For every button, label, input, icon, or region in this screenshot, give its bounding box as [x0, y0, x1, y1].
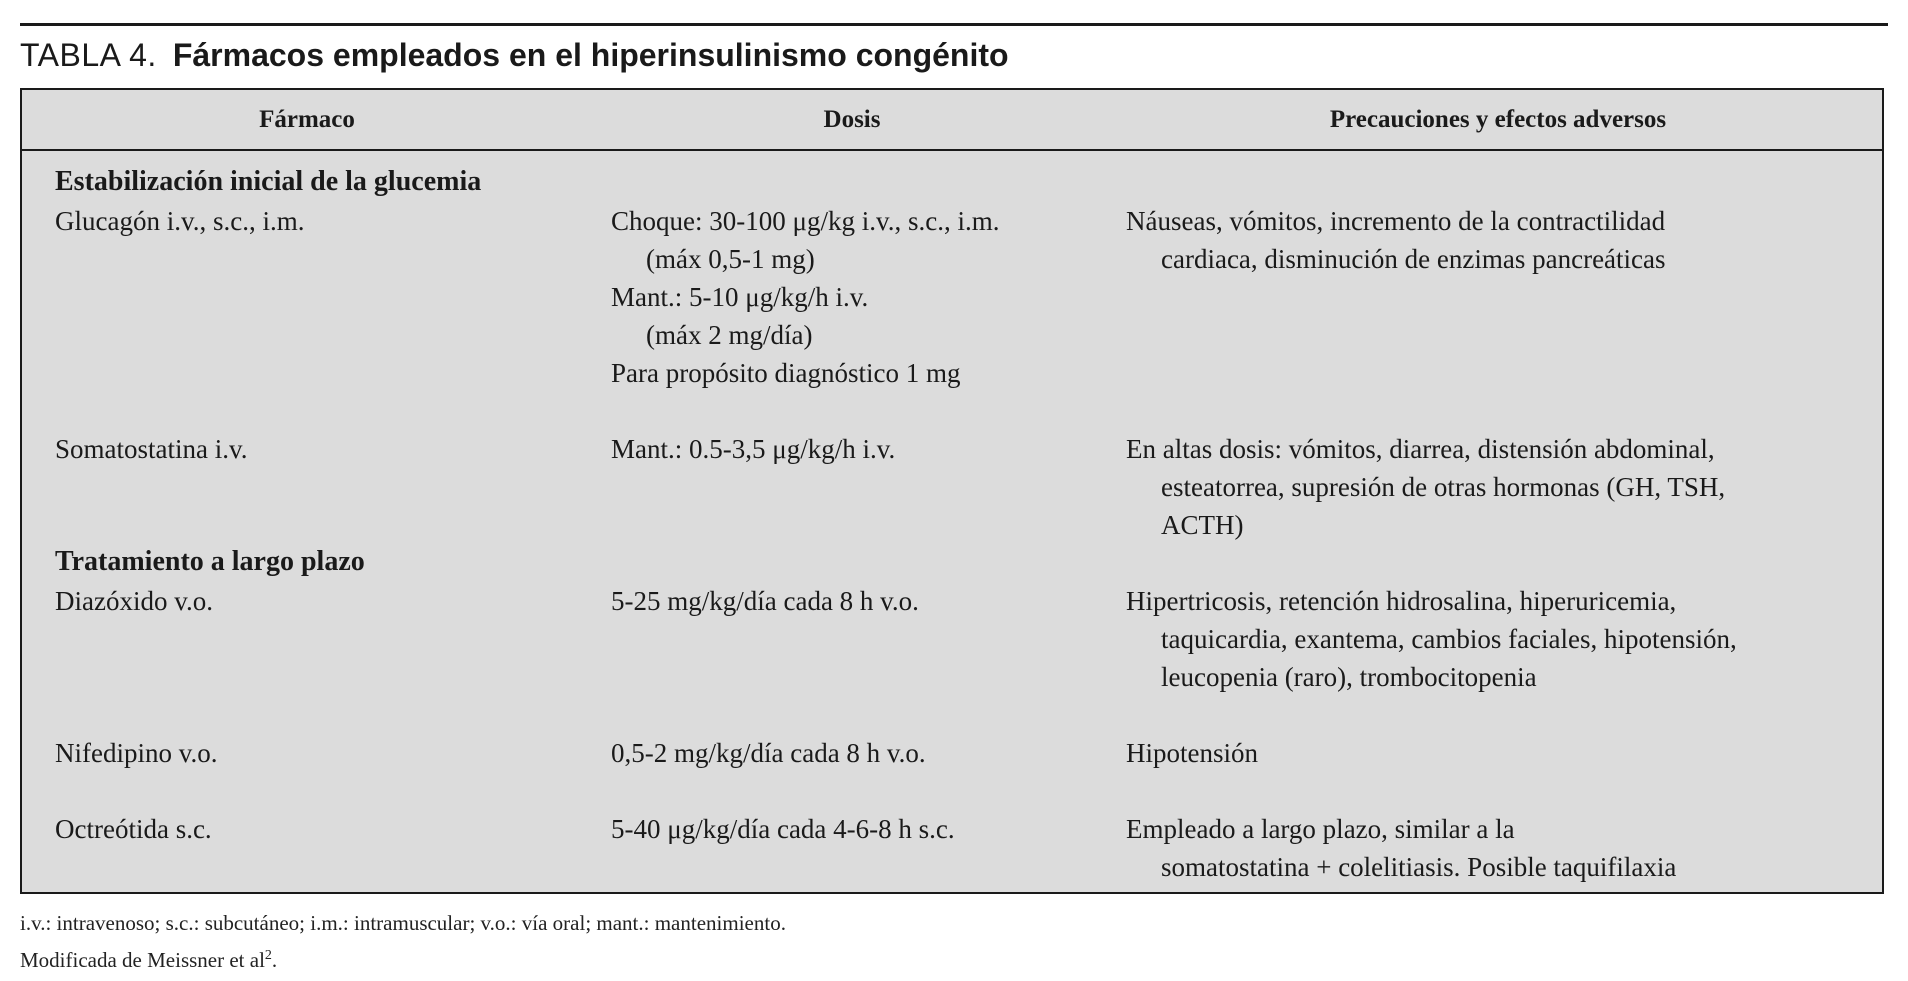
- effects-line: Hipotensión: [1126, 738, 1258, 768]
- table-header: [22, 90, 1882, 151]
- effects-line: ACTH): [1161, 510, 1244, 540]
- dose-line: (máx 0,5-1 mg): [646, 244, 815, 274]
- dose-nifedipino: [611, 734, 926, 772]
- effects-line: Empleado a largo plazo, similar a la: [1126, 814, 1515, 844]
- dose-line: Mant.: 0.5-3,5 μg/kg/h i.v.: [611, 434, 896, 464]
- effects-line: leucopenia (raro), trombocitopenia: [1161, 662, 1537, 692]
- effects-nifedipino: [1126, 734, 1258, 772]
- section-heading-long-term: Tratamiento a largo plazo: [55, 546, 365, 577]
- dose-octreotida: [611, 810, 955, 848]
- drug-glucagon: Glucagón i.v., s.c., i.m.: [55, 206, 305, 236]
- effects-line: En altas dosis: vómitos, diarrea, distensión abdominal,: [1126, 434, 1715, 464]
- dose-glucagon: [611, 202, 999, 392]
- effects-line: Náuseas, vómitos, incremento de la contractilidad: [1126, 206, 1666, 236]
- drug-diazoxido: Diazóxido v.o.: [55, 586, 213, 616]
- section-heading-initial: Estabilización inicial de la glucemia: [55, 166, 482, 197]
- source-text: Modificada de Meissner et al: [20, 948, 265, 972]
- dose-line: 0,5-2 mg/kg/día cada 8 h v.o.: [611, 738, 926, 768]
- source-reference: 2: [264, 948, 272, 963]
- table-caption: Fármacos empleados en el hiperinsulinismo congénito: [172, 37, 1009, 73]
- effects-line: Hipertricosis, retención hidrosalina, hiperuricemia,: [1126, 586, 1677, 616]
- drug-octreotida: Octreótida s.c.: [55, 814, 212, 844]
- drug-table: [20, 88, 1884, 894]
- header-effects: Precauciones y efectos adversos: [1329, 106, 1667, 133]
- header-drug: Fármaco: [259, 106, 355, 133]
- drug-somatostatina: Somatostatina i.v.: [55, 434, 248, 464]
- footnote-source: [20, 941, 277, 975]
- effects-octreotida: [1126, 810, 1676, 886]
- table-title: [20, 30, 1009, 80]
- dose-line: Choque: 30-100 μg/kg i.v., s.c., i.m.: [611, 206, 1000, 236]
- effects-somatostatina: [1126, 430, 1725, 544]
- dose-line: (máx 2 mg/día): [646, 320, 813, 350]
- top-rule: [20, 23, 1888, 26]
- dose-line: Mant.: 5-10 μg/kg/h i.v.: [611, 282, 869, 312]
- dose-line: 5-40 μg/kg/día cada 4-6-8 h s.c.: [611, 814, 955, 844]
- dose-somatostatina: [611, 430, 895, 468]
- effects-glucagon: [1126, 202, 1666, 278]
- drug-nifedipino: Nifedipino v.o.: [55, 738, 218, 768]
- effects-line: cardiaca, disminución de enzimas pancreáticas: [1161, 244, 1666, 274]
- effects-line: esteatorrea, supresión de otras hormonas (GH, TSH,: [1161, 472, 1726, 502]
- dose-diazoxido: [611, 582, 919, 620]
- dose-line: Para propósito diagnóstico 1 mg: [611, 358, 961, 388]
- effects-line: taquicardia, exantema, cambios faciales, hipotensión,: [1161, 624, 1737, 654]
- header-dose: Dosis: [823, 106, 881, 133]
- effects-diazoxido: [1126, 582, 1737, 696]
- dose-line: 5-25 mg/kg/día cada 8 h v.o.: [611, 586, 919, 616]
- source-end: .: [271, 948, 278, 972]
- footnote-abbreviations: i.v.: intravenoso; s.c.: subcutáneo; i.m.: intramuscular; v.o.: vía oral; mant.: mantenimiento.: [20, 911, 786, 935]
- table-number: TABLA 4.: [20, 37, 157, 73]
- effects-line: somatostatina + colelitiasis. Posible taquifilaxia: [1161, 852, 1677, 882]
